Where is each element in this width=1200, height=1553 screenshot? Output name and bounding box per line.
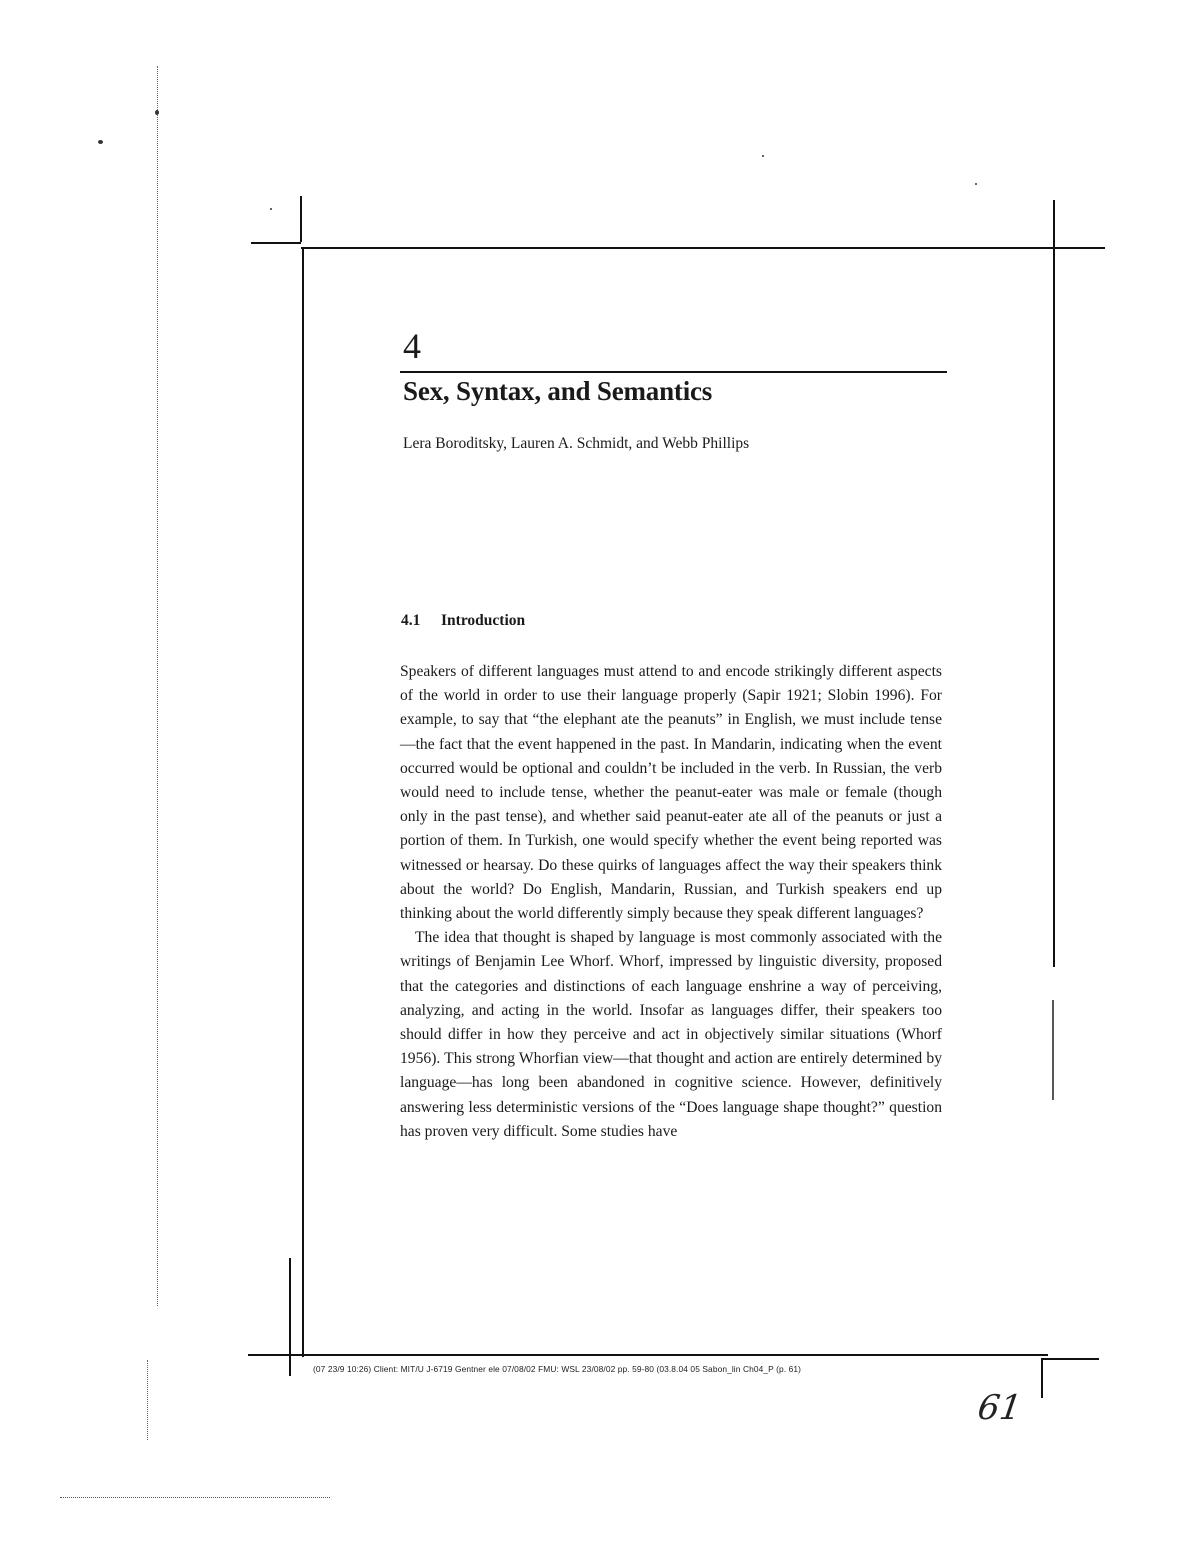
body-text bbox=[400, 660, 942, 1144]
scan-speck bbox=[975, 183, 977, 185]
scan-speck bbox=[155, 110, 159, 115]
section-title: Introduction bbox=[441, 612, 526, 629]
crop-mark-top-left-horizontal bbox=[251, 242, 301, 244]
printer-slug-line: (07 23/9 10:26) Client: MIT/U J-6719 Gentner ele 07/08/02 FMU: WSL 23/08/02 pp. 59-80 (03.8.04 05 Sabon_lin Ch04_P (p. 61) bbox=[313, 1364, 801, 1374]
scan-speck bbox=[762, 155, 764, 157]
scan-speck bbox=[270, 208, 272, 210]
scan-artifact-bottom-dotted bbox=[60, 1497, 330, 1498]
section-number: 4.1 bbox=[401, 612, 421, 629]
section-heading bbox=[401, 612, 525, 630]
chapter-authors: Lera Boroditsky, Lauren A. Schmidt, and Webb Phillips bbox=[403, 435, 750, 452]
crop-mark-bottom-right-vertical bbox=[1041, 1358, 1043, 1398]
chapter-number: 4 bbox=[403, 326, 421, 366]
crop-mark-top-left-vertical bbox=[300, 196, 302, 242]
chapter-title-rule bbox=[400, 371, 947, 373]
crop-mark-top-right-horizontal bbox=[1053, 247, 1105, 249]
chapter-title: Sex, Syntax, and Semantics bbox=[403, 376, 713, 406]
crop-mark-bottom-left-vertical bbox=[289, 1258, 291, 1376]
page-frame-right-lower bbox=[1052, 1000, 1054, 1100]
scan-artifact-left-dotted bbox=[157, 66, 158, 1306]
scan-speck bbox=[98, 140, 103, 144]
page-frame-top bbox=[301, 247, 1053, 249]
crop-mark-bottom-right-horizontal bbox=[1041, 1358, 1099, 1360]
page-frame-right bbox=[1053, 247, 1055, 967]
scan-artifact-left-dotted-lower bbox=[147, 1360, 148, 1440]
crop-mark-top-right-vertical bbox=[1053, 200, 1055, 248]
page-frame-bottom bbox=[248, 1354, 1048, 1356]
paragraph: The idea that thought is shaped by language is most commonly associated with the writings of Benjamin Lee Whorf. Whorf, impressed by linguistic diversity, proposed that the categories and distinctions of each language enshrine a way of perceiving, analyzing, and acting in the world. Insofar as languages differ, their speakers too should differ in how they perceive and act in objectively similar situations (Whorf 1956). This strong Whorfian view—that thought and action are entirely determined by language—has long been abandoned in cognitive science. However, definitively answering less deterministic versions of the “Does language shape thought?” question has proven very difficult. Some studies have bbox=[400, 929, 942, 1140]
paragraph: Speakers of different languages must attend to and encode strikingly different aspects of the world in order to use their language properly (Sapir 1921; Slobin 1996). For example, to say that “the elephant ate the peanuts” in English, we must include tense—the fact that the event happened in the past. In Mandarin, indicating when the event occurred would be optional and couldn’t be included in the verb. In Russian, the verb would need to include tense, whether the peanut-eater was male or female (though only in the past tense), and whether said peanut-eater ate all of the peanuts or just a portion of them. In Turkish, one would specify whether the event being reported was witnessed or hearsay. Do these quirks of languages affect the way their speakers think about the world? Do English, Mandarin, Russian, and Turkish speakers end up thinking about the world differently simply because they speak different languages? bbox=[400, 663, 942, 923]
page-frame-left bbox=[302, 247, 304, 1357]
handwritten-page-number: 61 bbox=[975, 1388, 1025, 1428]
